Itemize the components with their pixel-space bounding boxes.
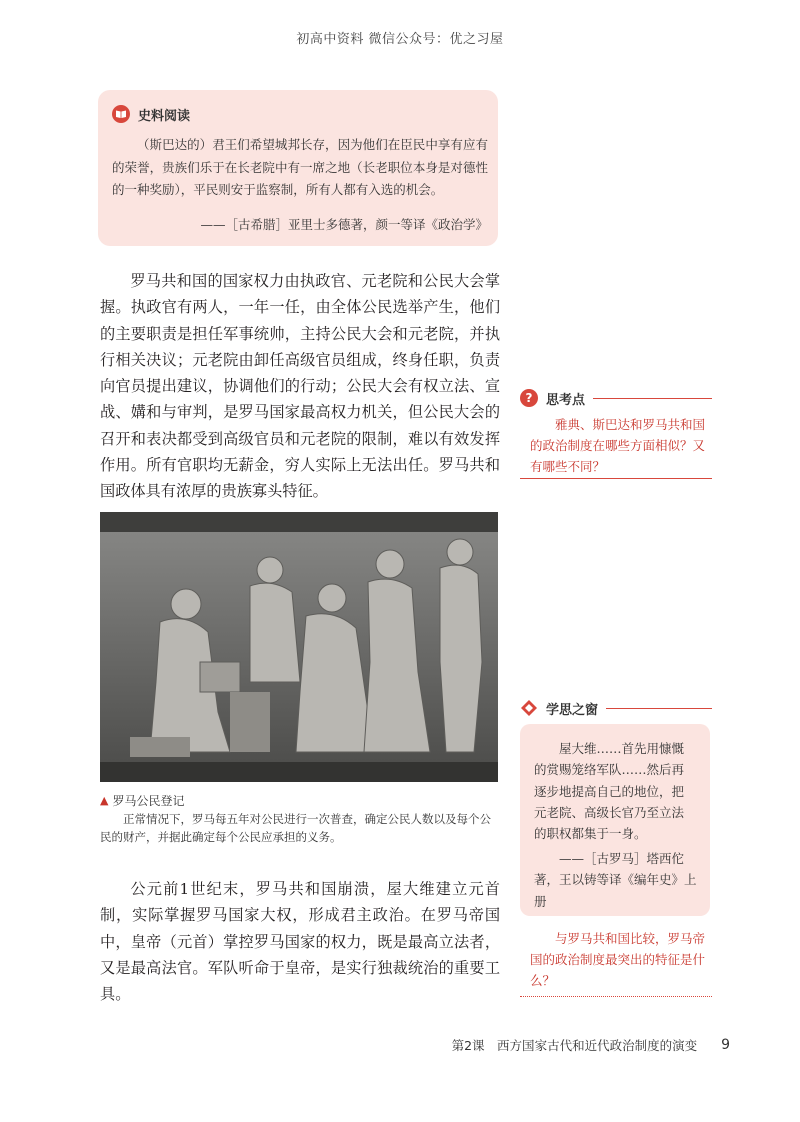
divider — [520, 478, 712, 479]
think-point-text: 雅典、斯巴达和罗马共和国的政治制度在哪些方面相似？又有哪些不同？ — [530, 417, 706, 474]
source-reading-title: 史料阅读 — [138, 108, 191, 124]
study-window-header — [520, 698, 712, 718]
triangle-marker-icon: ▲ — [100, 794, 109, 807]
think-point-header — [520, 388, 712, 408]
study-window-box — [520, 724, 710, 916]
page-header: 初高中资料 微信公众号：优之习屋 — [296, 32, 504, 47]
study-window-citation: ——［古罗马］塔西佗著，王以铸等译《编年史》上册 — [534, 851, 697, 909]
question-icon: ? — [520, 389, 538, 407]
page-number: 9 — [721, 1037, 730, 1053]
source-reading-header — [112, 104, 190, 124]
diamond-icon — [520, 699, 538, 717]
divider — [593, 398, 712, 399]
page-footer — [430, 1036, 730, 1054]
roman-relief-photo — [100, 512, 498, 782]
divider — [520, 996, 712, 997]
source-reading-citation: ——［古希腊］亚里士多德著，颜一等译《政治学》 — [200, 217, 488, 232]
figure-caption-title — [100, 792, 184, 809]
body-paragraph-republic: 罗马共和国的国家权力由执政官、元老院和公民大会掌握。执政官有两人，一年一任，由全体公民选举产生，他们的主要职责是担任军事统帅，主持公民大会和元老院，并执行相关决议；元老院由卸任高级官员组成，终身任职，负责向官员提出建议，协调他们的行动；公民大会有权立法、宣战、媾和与审判，是罗马国家最高权力机关，但公民大会的召开和表决都受到高级官员和元老院的限制，难以有效发挥作用。所有官职均无薪金，穷人实际上无法出任。罗马共和国政体具有浓厚的贵族寡头特征。 — [100, 272, 500, 501]
figure-title: 罗马公民登记 — [112, 794, 185, 808]
footer-lesson-title: 第2课 西方国家古代和近代政治制度的演变 — [451, 1038, 698, 1053]
study-window-question: 与罗马共和国比较，罗马帝国的政治制度最突出的特征是什么？ — [530, 931, 706, 988]
source-reading-text: （斯巴达的）君王们希望城邦长存，因为他们在臣民中享有应有的荣誉，贵族们乐于在长老院中有一席之地（长老职位本身是对德性的一种奖励），平民则安于监察制，所有人都有入选的机会。 — [112, 137, 488, 197]
book-icon — [112, 105, 130, 123]
body-paragraph-empire: 公元前1世纪末，罗马共和国崩溃，屋大维建立元首制，实际掌握罗马国家大权，形成君主政治。在罗马帝国中，皇帝（元首）掌控罗马国家的权力，既是最高立法者，又是最高法官。军队听命于皇帝，是实行独裁统治的重要工具。 — [100, 880, 500, 1004]
study-window-quote: 屋大维……首先用慷慨的赏赐笼络军队……然后再逐步地提高自己的地位，把元老院、高级长官乃至立法的职权都集于一身。 — [534, 741, 685, 842]
divider — [606, 708, 712, 709]
source-reading-box — [98, 90, 498, 246]
study-window-label: 学思之窗 — [546, 702, 599, 718]
think-point-label: 思考点 — [546, 392, 586, 408]
figure-caption-text: 正常情况下，罗马每五年对公民进行一次普查，确定公民人数以及每个公民的财产，并据此确定每个公民应承担的义务。 — [100, 812, 491, 844]
